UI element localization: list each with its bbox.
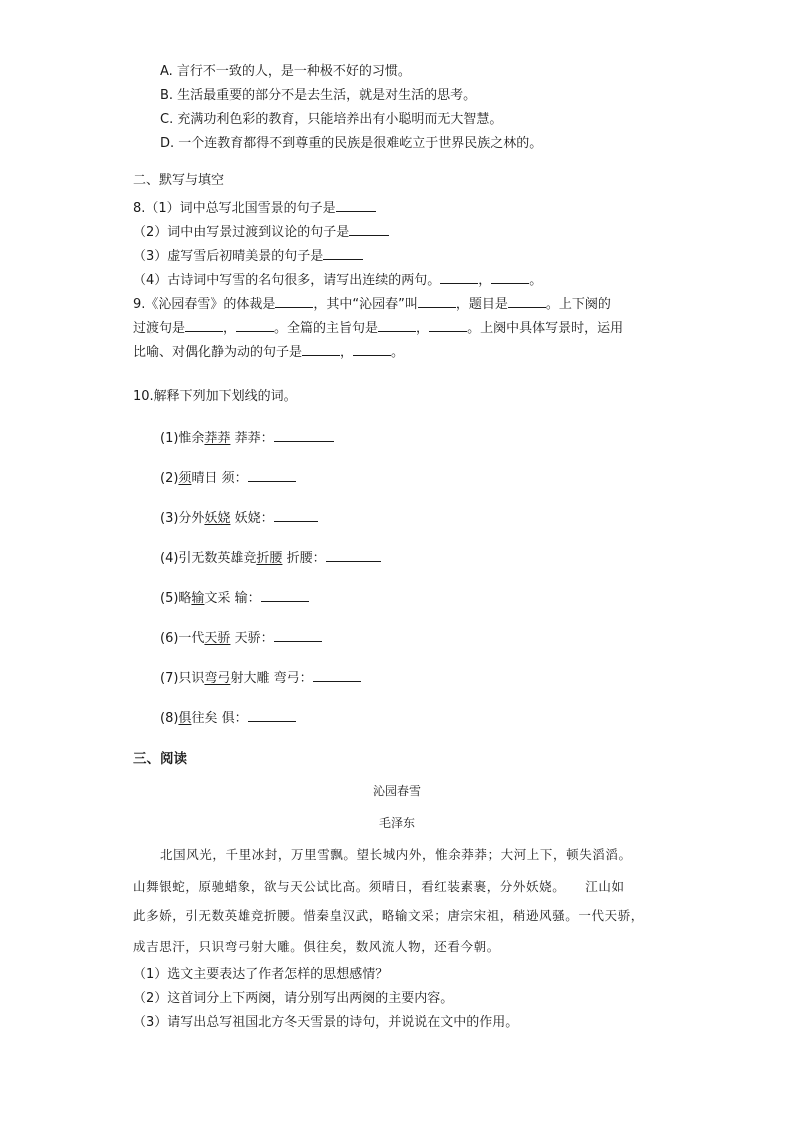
- item-text: 妖娆：: [230, 511, 274, 526]
- underlined-word: 俱: [178, 711, 192, 726]
- item-text: 莽莽：: [230, 431, 274, 446]
- answer-blank[interactable]: [274, 508, 318, 522]
- q8-line-4: [133, 270, 542, 290]
- q10-item-5: [160, 588, 309, 608]
- q10-item-8: [160, 708, 296, 728]
- item-text: (8): [160, 711, 179, 726]
- poem-line-1: 北国风光，千里冰封，万里雪飘。望长城内外，惟余莽莽；大河上下，顿失滔滔。: [160, 847, 632, 862]
- answer-blank[interactable]: [353, 342, 391, 356]
- poem-line-4: 成吉思汗，只识弯弓射大雕。俱往矣，数风流人物，还看今朝。: [133, 939, 500, 954]
- item-text: (7)只识: [160, 671, 205, 686]
- item-text: 往矣 俱：: [191, 711, 248, 726]
- poem-line-3: 此多娇，引无数英雄竞折腰。惜秦皇汉武，略输文采；唐宗宋祖，稍逊风骚。一代天骄，: [133, 908, 644, 923]
- item-text: 射大雕 弯弓：: [230, 671, 313, 686]
- q10-item-1: [160, 428, 334, 448]
- q9-text: 9.《沁园春雪》的体裁是: [133, 297, 276, 312]
- q8-1-text: 8.（1）词中总写北国雪景的句子是: [133, 201, 336, 216]
- q8-line-1: [133, 198, 376, 218]
- answer-blank[interactable]: [274, 428, 334, 442]
- item-text: 折腰：: [282, 551, 326, 566]
- q8-3-text: （3）虚写雪后初晴美景的句子是: [133, 249, 324, 264]
- q9-text: 。全篇的主旨句是: [274, 321, 379, 336]
- answer-blank[interactable]: [313, 668, 361, 682]
- q10-item-2: [160, 468, 296, 488]
- q10-item-4: [160, 548, 381, 568]
- answer-blank[interactable]: [491, 270, 529, 284]
- poem-author: 毛泽东: [378, 816, 415, 830]
- answer-blank[interactable]: [326, 548, 381, 562]
- q9-text: 比喻、对偶化静为动的句子是: [133, 345, 303, 360]
- answer-blank[interactable]: [440, 270, 478, 284]
- reading-question-2: （2）这首词分上下两阕，请分别写出两阕的主要内容。: [133, 991, 454, 1006]
- punct: ，: [340, 345, 354, 360]
- answer-blank[interactable]: [418, 294, 456, 308]
- item-text: (1)惟余: [160, 431, 205, 446]
- q9-text: ，其中“沁园春”叫: [313, 297, 418, 312]
- answer-blank[interactable]: [248, 708, 296, 722]
- item-text: (5)略: [160, 591, 192, 606]
- item-text: 文采 输：: [204, 591, 261, 606]
- q8-2-text: （2）词中由写景过渡到议论的句子是: [133, 225, 350, 240]
- q8-4-text: （4）古诗词中写雪的名句很多，请写出连续的两句。: [133, 273, 441, 288]
- option-b: B. 生活最重要的部分不是去生活，就是对生活的思考。: [160, 88, 477, 103]
- q10-item-3: [160, 508, 318, 528]
- answer-blank[interactable]: [236, 318, 274, 332]
- answer-blank[interactable]: [349, 222, 389, 236]
- option-c: C. 充满功利色彩的教育，只能培养出有小聪明而无大智慧。: [160, 112, 503, 127]
- item-text: (2): [160, 471, 179, 486]
- poem-title: 沁园春雪: [372, 784, 421, 798]
- item-text: (6)一代: [160, 631, 205, 646]
- reading-question-3: （3）请写出总写祖国北方冬天雪景的诗句，并说说在文中的作用。: [133, 1015, 519, 1030]
- answer-blank[interactable]: [185, 318, 223, 332]
- answer-blank[interactable]: [248, 468, 296, 482]
- answer-blank[interactable]: [508, 294, 546, 308]
- answer-blank[interactable]: [261, 588, 309, 602]
- answer-blank[interactable]: [302, 342, 340, 356]
- option-a: A. 言行不一致的人，是一种极不好的习惯。: [160, 64, 411, 79]
- q9-line-1: [133, 294, 611, 314]
- underlined-word: 须: [178, 471, 192, 486]
- underlined-word: 莽莽: [204, 431, 231, 446]
- q10-title: 10.解释下列加下划线的词。: [133, 389, 297, 404]
- reading-question-1: （1）选文主要表达了作者怎样的思想感情？: [133, 967, 389, 982]
- q9-text: 。上下阕的: [545, 297, 611, 312]
- item-text: (3)分外: [160, 511, 205, 526]
- q10-item-6: [160, 628, 322, 648]
- section-2-title: 二、默写与填空: [133, 173, 225, 188]
- q9-line-2: [133, 318, 623, 338]
- q9-line-3: [133, 342, 404, 362]
- q9-text: ，题目是: [455, 297, 508, 312]
- q8-line-2: [133, 222, 389, 242]
- punct: ，: [478, 273, 492, 288]
- q9-text: 过渡句是: [133, 321, 186, 336]
- q8-line-3: [133, 246, 363, 266]
- item-text: 晴日 须：: [191, 471, 248, 486]
- underlined-word: 弯弓: [204, 671, 231, 686]
- underlined-word: 妖娆: [204, 511, 231, 526]
- answer-blank[interactable]: [275, 294, 313, 308]
- option-d: D. 一个连教育都得不到尊重的民族是很难屹立于世界民族之林的。: [160, 136, 543, 151]
- q10-item-7: [160, 668, 361, 688]
- answer-blank[interactable]: [336, 198, 376, 212]
- punct: 。: [529, 273, 543, 288]
- underlined-word: 折腰: [256, 551, 283, 566]
- section-3-title: 三、阅读: [133, 751, 187, 767]
- answer-blank[interactable]: [378, 318, 416, 332]
- poem-line-2: 山舞银蛇，原驰蜡象，欲与天公试比高。须晴日，看红装素裹，分外妖娆。 江山如: [133, 879, 625, 894]
- answer-blank[interactable]: [323, 246, 363, 260]
- answer-blank[interactable]: [274, 628, 322, 642]
- item-text: 天骄：: [230, 631, 274, 646]
- underlined-word: 天骄: [204, 631, 231, 646]
- item-text: (4)引无数英雄竞: [160, 551, 257, 566]
- underlined-word: 输: [191, 591, 205, 606]
- punct: ，: [223, 321, 237, 336]
- q9-text: 。上阕中具体写景时，运用: [467, 321, 624, 336]
- punct: 。: [391, 345, 405, 360]
- punct: ，: [416, 321, 430, 336]
- answer-blank[interactable]: [429, 318, 467, 332]
